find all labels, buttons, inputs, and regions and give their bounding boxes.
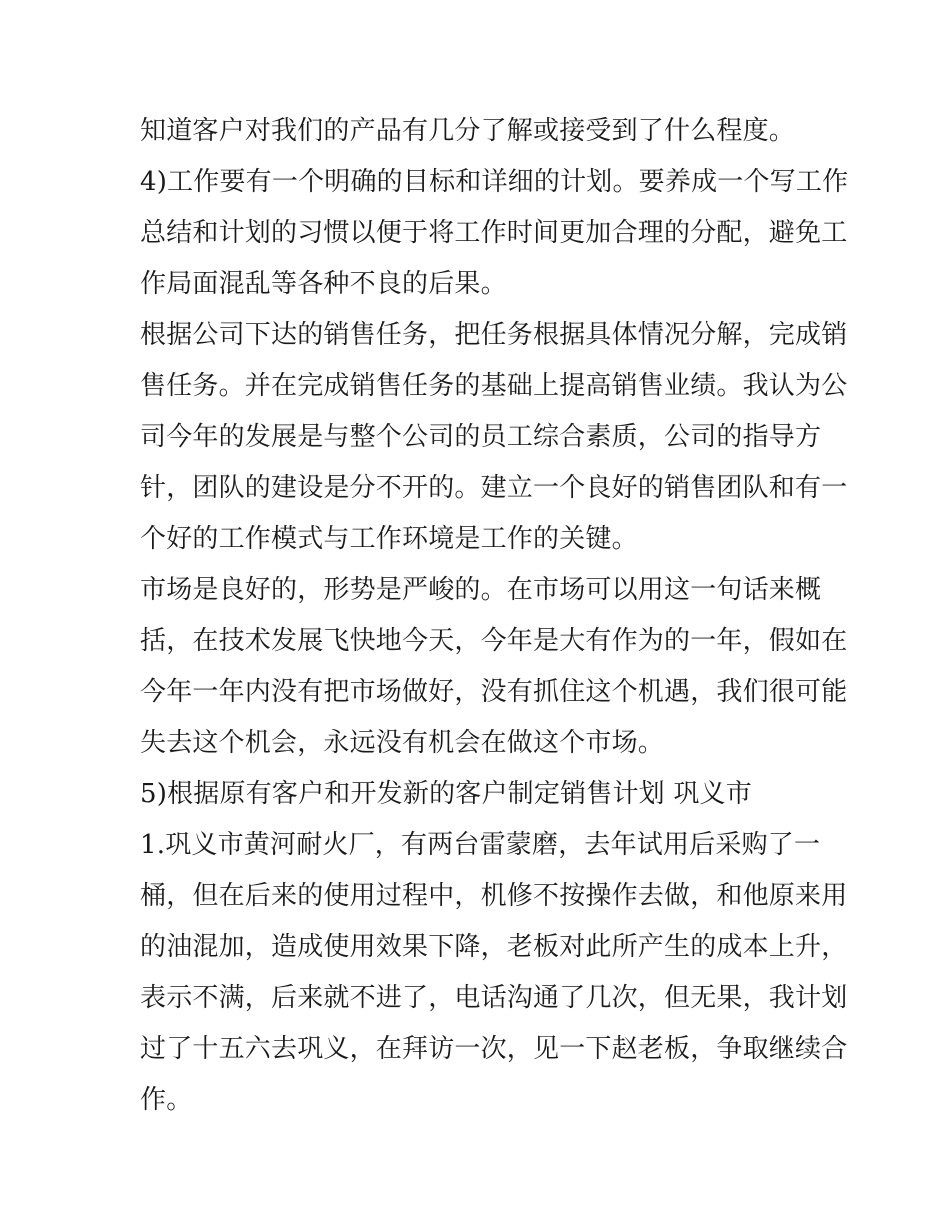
text-line: 作局面混乱等各种不良的后果。	[140, 269, 507, 299]
text-line: 针，团队的建设是分不开的。建立一个良好的销售团队和有一	[140, 473, 848, 503]
text-line: 司今年的发展是与整个公司的员工综合素质，公司的指导方	[140, 422, 822, 452]
text-line: 桶，但在后来的使用过程中，机修不按操作去做，和他原来用	[140, 881, 848, 911]
text-line: 4)工作要有一个明确的目标和详细的计划。要养成一个写工作	[140, 167, 849, 197]
text-line: 失去这个机会，永远没有机会在做这个市场。	[140, 728, 665, 758]
text-line: 个好的工作模式与工作环境是工作的关键。	[140, 524, 638, 554]
text-line: 括，在技术发展飞快地今天，今年是大有作为的一年，假如在	[140, 626, 848, 656]
text-line: 售任务。并在完成销售任务的基础上提高销售业绩。我认为公	[140, 371, 848, 401]
text-line: 过了十五六去巩义，在拜访一次，见一下赵老板，争取继续合	[140, 1034, 848, 1064]
text-line: 1.巩义市黄河耐火厂，有两台雷蒙磨，去年试用后采购了一	[140, 830, 821, 860]
text-line: 总结和计划的习惯以便于将工作时间更加合理的分配，避免工	[140, 218, 848, 248]
body-text	[140, 106, 849, 1126]
text-line: 表示不满，后来就不进了，电话沟通了几次，但无果，我计划	[140, 983, 848, 1013]
text-line: 的油混加，造成使用效果下降，老板对此所产生的成本上升，	[140, 932, 848, 962]
text-line: 作。	[140, 1085, 193, 1115]
text-line: 根据公司下达的销售任务，把任务根据具体情况分解，完成销	[140, 320, 848, 350]
text-line: 今年一年内没有把市场做好，没有抓住这个机遇，我们很可能	[140, 677, 848, 707]
text-line: 5)根据原有客户和开发新的客户制定销售计划 巩义市	[140, 779, 752, 809]
text-line: 市场是良好的，形势是严峻的。在市场可以用这一句话来概	[140, 575, 822, 605]
text-line: 知道客户对我们的产品有几分了解或接受到了什么程度。	[140, 116, 796, 146]
